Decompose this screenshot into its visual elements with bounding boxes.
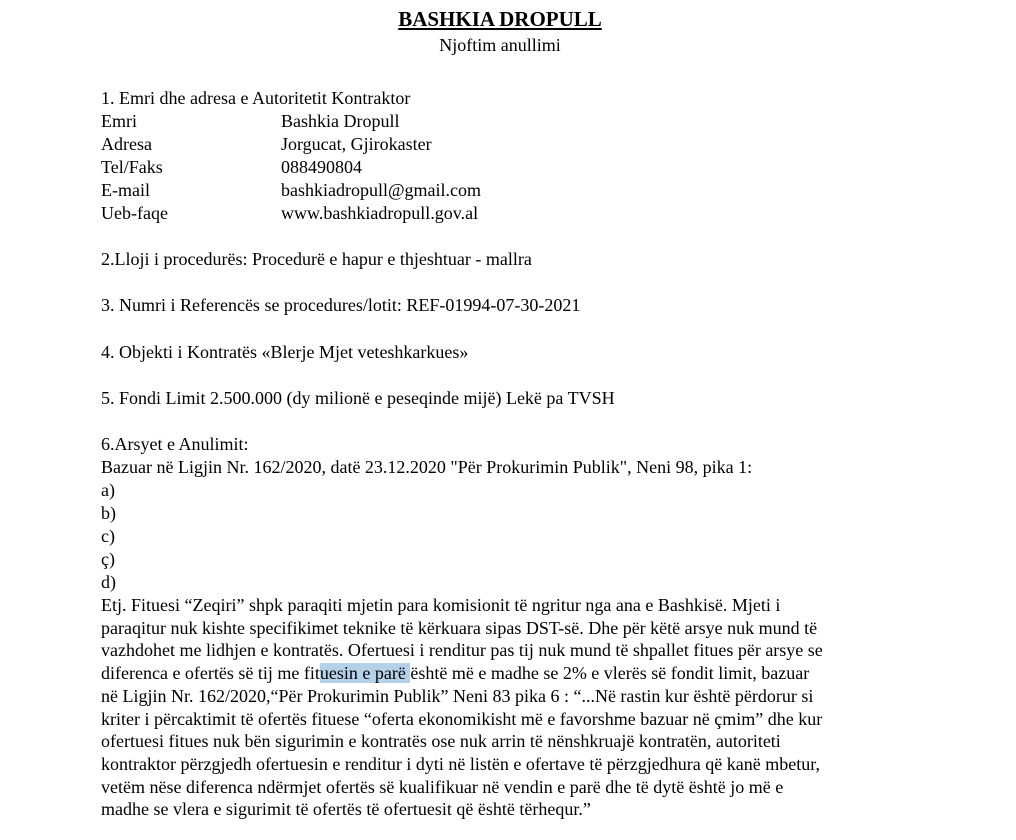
contact-label: Ueb-faqe [101, 203, 168, 223]
text-selection-highlight[interactable]: uesin e parë [319, 663, 411, 684]
section-2-procedure-type: 2.Lloji i procedurës: Procedurë e hapur e thjeshtuar - mallra [101, 249, 532, 269]
list-item-b: b) [101, 503, 116, 523]
line-segment: diferenca e ofertës së tij me fit [101, 663, 320, 684]
cancellation-reason-paragraph [101, 594, 901, 821]
list-item-c: c) [101, 526, 115, 546]
contact-value: Jorgucat, Gjirokaster [281, 134, 432, 154]
line-segment: është më e madhe se 2% e vlerës së fondit limit, bazuar [410, 663, 810, 684]
paragraph-line: Etj. Fituesi “Zeqiri” shpk paraqiti mjetin para komisionit të ngritur nga ana e Bashkisë. Mjeti i [101, 595, 781, 615]
document-title: BASHKIA DROPULL [398, 7, 602, 31]
document-subtitle: Njoftim anullimi [439, 35, 561, 55]
section-1-heading: 1. Emri dhe adresa e Autoritetit Kontraktor [101, 88, 411, 108]
paragraph-line: ofertuesi fitues nuk bën sigurimin e kontratës ose nuk arrin të nënshkruajë kontratën, autoriteti [101, 731, 781, 752]
contact-value: www.bashkiadropull.gov.al [281, 203, 479, 223]
list-item-a: a) [101, 480, 115, 500]
contact-row-address [101, 133, 432, 155]
contact-label: Tel/Faks [101, 157, 163, 177]
contact-value: Bashkia Dropull [281, 111, 400, 131]
paragraph-line: në Ligjin Nr. 162/2020,“Për Prokurimin Publik” Neni 83 pika 6 : “...Në rastin kur është përdorur si [101, 685, 814, 706]
paragraph-line: paraqitur nuk kishte specifikimet teknike të kërkuara sipas DST-së. Dhe për këtë arsye nuk mund të [101, 617, 818, 638]
contact-row-website [101, 202, 478, 224]
contact-value: bashkiadropull@gmail.com [281, 180, 482, 200]
paragraph-line: vazhdohet me lidhjen e kontratës. Ofertuesi i renditur pas tij nuk mund të shpallet fitues për arsye se [101, 640, 823, 661]
section-3-reference-number: 3. Numri i Referencës se procedures/lotit: REF-01994-07-30-2021 [101, 295, 581, 315]
paragraph-line: madhe se vlera e sigurimit të ofertës të ofertuesit që është tërhequr.” [101, 799, 591, 820]
contact-row-phone [101, 156, 362, 178]
list-item-d: d) [101, 572, 116, 592]
contact-value: 088490804 [281, 157, 362, 177]
paragraph-line: vetëm nëse diferenca ndërmjet ofertës së kualifikuar në vendin e parë dhe të dytë është jo më e [101, 776, 784, 797]
section-5-limit-fund: 5. Fondi Limit 2.500.000 (dy milionë e peseqinde mijë) Lekë pa TVSH [101, 388, 615, 408]
contact-row-name [101, 110, 400, 132]
section-6-legal-basis: Bazuar në Ligjin Nr. 162/2020, datë 23.12.2020 "Për Prokurimin Publik", Neni 98, pika 1: [101, 457, 753, 477]
contact-label: E-mail [101, 180, 150, 200]
contact-label: Adresa [101, 134, 152, 154]
paragraph-line: kriter i përcaktimit të ofertës fituese “oferta ekonomikisht më e favorshme bazuar në çmim” dhe kur [101, 708, 823, 729]
section-6-heading: 6.Arsyet e Anulimit: [101, 434, 249, 454]
paragraph-line: kontraktor përzgjedh ofertuesin e renditur i dyti në listën e ofertave të përzgjedhura që kanë mbetur, [101, 753, 820, 774]
contact-label: Emri [101, 111, 137, 131]
section-4-contract-object: 4. Objekti i Kontratës «Blerje Mjet veteshkarkues» [101, 342, 469, 362]
paragraph-line [101, 662, 901, 685]
contact-row-email [101, 179, 481, 201]
list-item-c-cedilla: ç) [101, 549, 115, 569]
